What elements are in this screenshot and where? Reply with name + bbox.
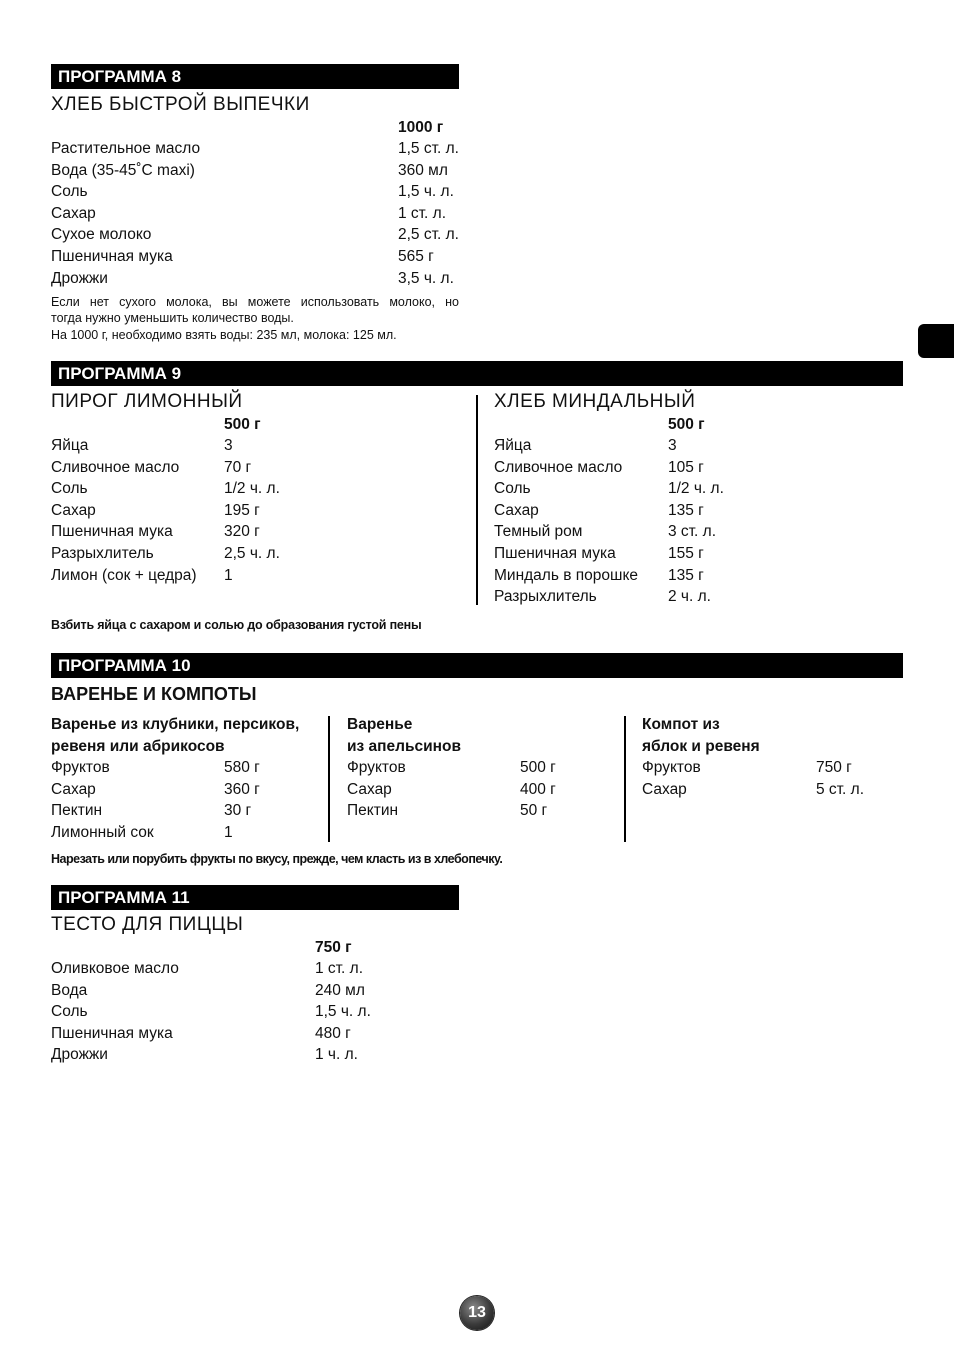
ingredient-row: [494, 586, 894, 608]
ingredient-name: Пектин: [51, 802, 103, 820]
ingredient-row: [347, 800, 607, 822]
ingredient-name: Фруктов: [51, 759, 110, 776]
ingredient-row: [51, 1023, 431, 1045]
ingredient-qty: 480 г: [315, 1024, 351, 1042]
ingredient-qty: 400 г: [520, 780, 556, 798]
ingredient-qty: 320 г: [224, 523, 260, 541]
ingredient-qty: 580 г: [224, 759, 260, 776]
ingredient-row: [494, 500, 894, 522]
ingredient-qty: 50 г: [520, 802, 548, 820]
ingredient-qty: 30 г: [224, 802, 252, 820]
program-9-right-ingredient-list: [494, 435, 894, 608]
program-10-col-3-subtitle-line-2: яблок и ревеня: [642, 738, 760, 755]
program-10-col-1-subtitle-line-2: ревеня или абрикосов: [51, 738, 225, 755]
ingredient-name: Яйца: [51, 437, 89, 454]
ingredient-row: [347, 779, 607, 801]
ingredient-name: Дрожжи: [51, 1046, 108, 1064]
ingredient-qty: 1 ч. л.: [315, 1046, 358, 1064]
ingredient-qty: 1/2 ч. л.: [224, 480, 280, 498]
program-10-col-3-subtitle-line-1: Компот из: [642, 716, 720, 733]
ingredient-name: Соль: [494, 480, 531, 498]
ingredient-qty: 1,5 ст. л.: [398, 140, 459, 157]
ingredient-qty: 3 ст. л.: [668, 523, 717, 541]
ingredient-row: [51, 958, 431, 980]
ingredient-row: [51, 1001, 431, 1023]
ingredient-name: Сливочное масло: [51, 458, 180, 476]
ingredient-name: Соль: [51, 1003, 88, 1021]
ingredient-name: Разрыхлитель: [51, 544, 154, 562]
ingredient-row: [51, 457, 461, 479]
program-8-note-line-1: Если нет сухого молока, вы можете использовать молоко, но: [51, 295, 459, 309]
ingredient-qty: 195 г: [224, 501, 260, 519]
ingredient-row: [51, 757, 321, 779]
ingredient-name: Вода (35-45˚C maxi): [51, 161, 195, 179]
ingredient-row: [51, 224, 471, 246]
ingredient-qty: 500 г: [520, 759, 556, 776]
program-10-col-2-subtitle-line-1: Варенье: [347, 716, 413, 733]
ingredient-name: Миндаль в порошке: [494, 566, 639, 584]
ingredient-name: Пшеничная мука: [51, 1024, 173, 1042]
ingredient-name: Сахар: [51, 780, 96, 798]
ingredient-name: Пектин: [347, 802, 399, 820]
ingredient-row: [51, 779, 321, 801]
program-10-col-3-ingredient-list: [642, 757, 902, 800]
ingredient-name: Лимонный сок: [51, 823, 154, 841]
ingredient-row: [51, 478, 461, 500]
ingredient-name: Вода: [51, 981, 88, 999]
ingredient-qty: 565 г: [398, 247, 434, 265]
ingredient-qty: 1: [224, 823, 233, 841]
ingredient-qty: 1 ст. л.: [398, 204, 447, 222]
ingredient-qty: 3: [224, 437, 233, 454]
ingredient-name: Соль: [51, 183, 88, 201]
ingredient-name: Пшеничная мука: [494, 544, 616, 562]
ingredient-qty: 2 ч. л.: [668, 588, 711, 606]
ingredient-row: [51, 203, 471, 225]
program-8-header: ПРОГРАММА 8: [51, 64, 459, 89]
program-9-left-ingredient-list: [51, 435, 461, 586]
ingredient-qty: 5 ст. л.: [816, 780, 865, 798]
program-11-title: ТЕСТО ДЛЯ ПИЦЦЫ: [51, 914, 244, 935]
ingredient-name: Сахар: [51, 204, 96, 222]
column-divider: [624, 716, 626, 842]
page-number: 13: [460, 1296, 494, 1330]
ingredient-row: [51, 435, 461, 457]
program-10-title: ВАРЕНЬЕ И КОМПОТЫ: [51, 684, 257, 704]
ingredient-name: Сахар: [347, 780, 392, 798]
program-9-left-title: ПИРОГ ЛИМОННЫЙ: [51, 391, 243, 412]
ingredient-row: [51, 160, 471, 182]
ingredient-name: Растительное масло: [51, 140, 201, 157]
ingredient-row: [642, 757, 902, 779]
program-8-note-line-2: тогда нужно уменьшить количество воды.: [51, 311, 294, 325]
program-9-right-amount-header: 500 г: [668, 416, 705, 433]
ingredient-qty: 3: [668, 437, 677, 454]
program-8-ingredient-list: [51, 138, 471, 289]
ingredient-name: Фруктов: [347, 759, 406, 776]
ingredient-name: Разрыхлитель: [494, 588, 597, 606]
ingredient-qty: 1,5 ч. л.: [315, 1003, 371, 1021]
ingredient-name: Яйца: [494, 437, 532, 454]
ingredient-qty: 155 г: [668, 544, 704, 562]
ingredient-row: [494, 435, 894, 457]
ingredient-row: [51, 246, 471, 268]
ingredient-qty: 105 г: [668, 458, 704, 476]
ingredient-row: [494, 543, 894, 565]
ingredient-name: Соль: [51, 480, 88, 498]
ingredient-row: [51, 543, 461, 565]
program-8-amount-header: 1000 г: [398, 119, 444, 136]
ingredient-row: [494, 565, 894, 587]
ingredient-qty: 135 г: [668, 501, 704, 519]
program-9-note: Взбить яйца с сахаром и солью до образования густой пены: [51, 618, 422, 632]
ingredient-qty: 1,5 ч. л.: [398, 183, 454, 201]
ingredient-row: [51, 565, 461, 587]
program-10-col-1-subtitle-line-1: Варенье из клубники, персиков,: [51, 716, 300, 733]
column-divider: [328, 716, 330, 842]
chapter-tab: [918, 324, 954, 358]
ingredient-row: [51, 181, 471, 203]
program-11-ingredient-list: [51, 958, 431, 1066]
program-11-amount-header: 750 г: [315, 939, 352, 956]
program-10-note: Нарезать или порубить фрукты по вкусу, прежде, чем класть из в хлебопечку.: [51, 852, 503, 866]
ingredient-row: [51, 822, 321, 844]
ingredient-qty: 1 ст. л.: [315, 960, 364, 977]
ingredient-qty: 360 мл: [398, 161, 448, 179]
ingredient-name: Лимон (сок + цедра): [51, 566, 197, 584]
ingredient-name: Пшеничная мука: [51, 523, 173, 541]
program-9-header: ПРОГРАММА 9: [51, 361, 903, 386]
ingredient-row: [51, 521, 461, 543]
ingredient-name: Сухое молоко: [51, 226, 152, 244]
ingredient-name: Сахар: [642, 780, 687, 798]
program-10-col-1-ingredient-list: [51, 757, 321, 843]
ingredient-name: Дрожжи: [51, 269, 108, 287]
ingredient-row: [494, 457, 894, 479]
ingredient-qty: 2,5 ст. л.: [398, 226, 459, 244]
program-10-col-2-subtitle-line-2: из апельсинов: [347, 738, 462, 755]
ingredient-row: [51, 268, 471, 290]
program-8-title: ХЛЕБ БЫСТРОЙ ВЫПЕЧКИ: [51, 94, 310, 115]
ingredient-qty: 70 г: [224, 458, 252, 476]
ingredient-name: Оливковое масло: [51, 960, 179, 977]
ingredient-row: [51, 138, 471, 160]
ingredient-qty: 750 г: [816, 759, 852, 776]
program-9-left-amount-header: 500 г: [224, 416, 261, 433]
ingredient-row: [51, 1044, 431, 1066]
ingredient-row: [494, 521, 894, 543]
ingredient-row: [51, 500, 461, 522]
ingredient-name: Сахар: [51, 501, 96, 519]
ingredient-qty: 135 г: [668, 566, 704, 584]
ingredient-row: [51, 800, 321, 822]
ingredient-qty: 360 г: [224, 780, 260, 798]
column-divider: [476, 395, 478, 605]
ingredient-qty: 3,5 ч. л.: [398, 269, 454, 287]
ingredient-qty: 240 мл: [315, 981, 365, 999]
ingredient-row: [494, 478, 894, 500]
ingredient-row: [347, 757, 607, 779]
ingredient-qty: 1: [224, 566, 233, 584]
ingredient-name: Темный ром: [494, 523, 583, 541]
ingredient-qty: 1/2 ч. л.: [668, 480, 724, 498]
program-10-col-2-ingredient-list: [347, 757, 607, 822]
ingredient-name: Сливочное масло: [494, 458, 623, 476]
ingredient-name: Сахар: [494, 501, 539, 519]
program-9-right-title: ХЛЕБ МИНДАЛЬНЫЙ: [494, 391, 696, 412]
ingredient-qty: 2,5 ч. л.: [224, 544, 280, 562]
ingredient-row: [51, 980, 431, 1002]
ingredient-name: Фруктов: [642, 759, 701, 776]
program-11-header: ПРОГРАММА 11: [51, 885, 459, 910]
ingredient-row: [642, 779, 902, 801]
program-8-note-line-3: На 1000 г, необходимо взять воды: 235 мл, молока: 125 мл.: [51, 328, 397, 342]
program-10-header: ПРОГРАММА 10: [51, 653, 903, 678]
ingredient-name: Пшеничная мука: [51, 247, 173, 265]
